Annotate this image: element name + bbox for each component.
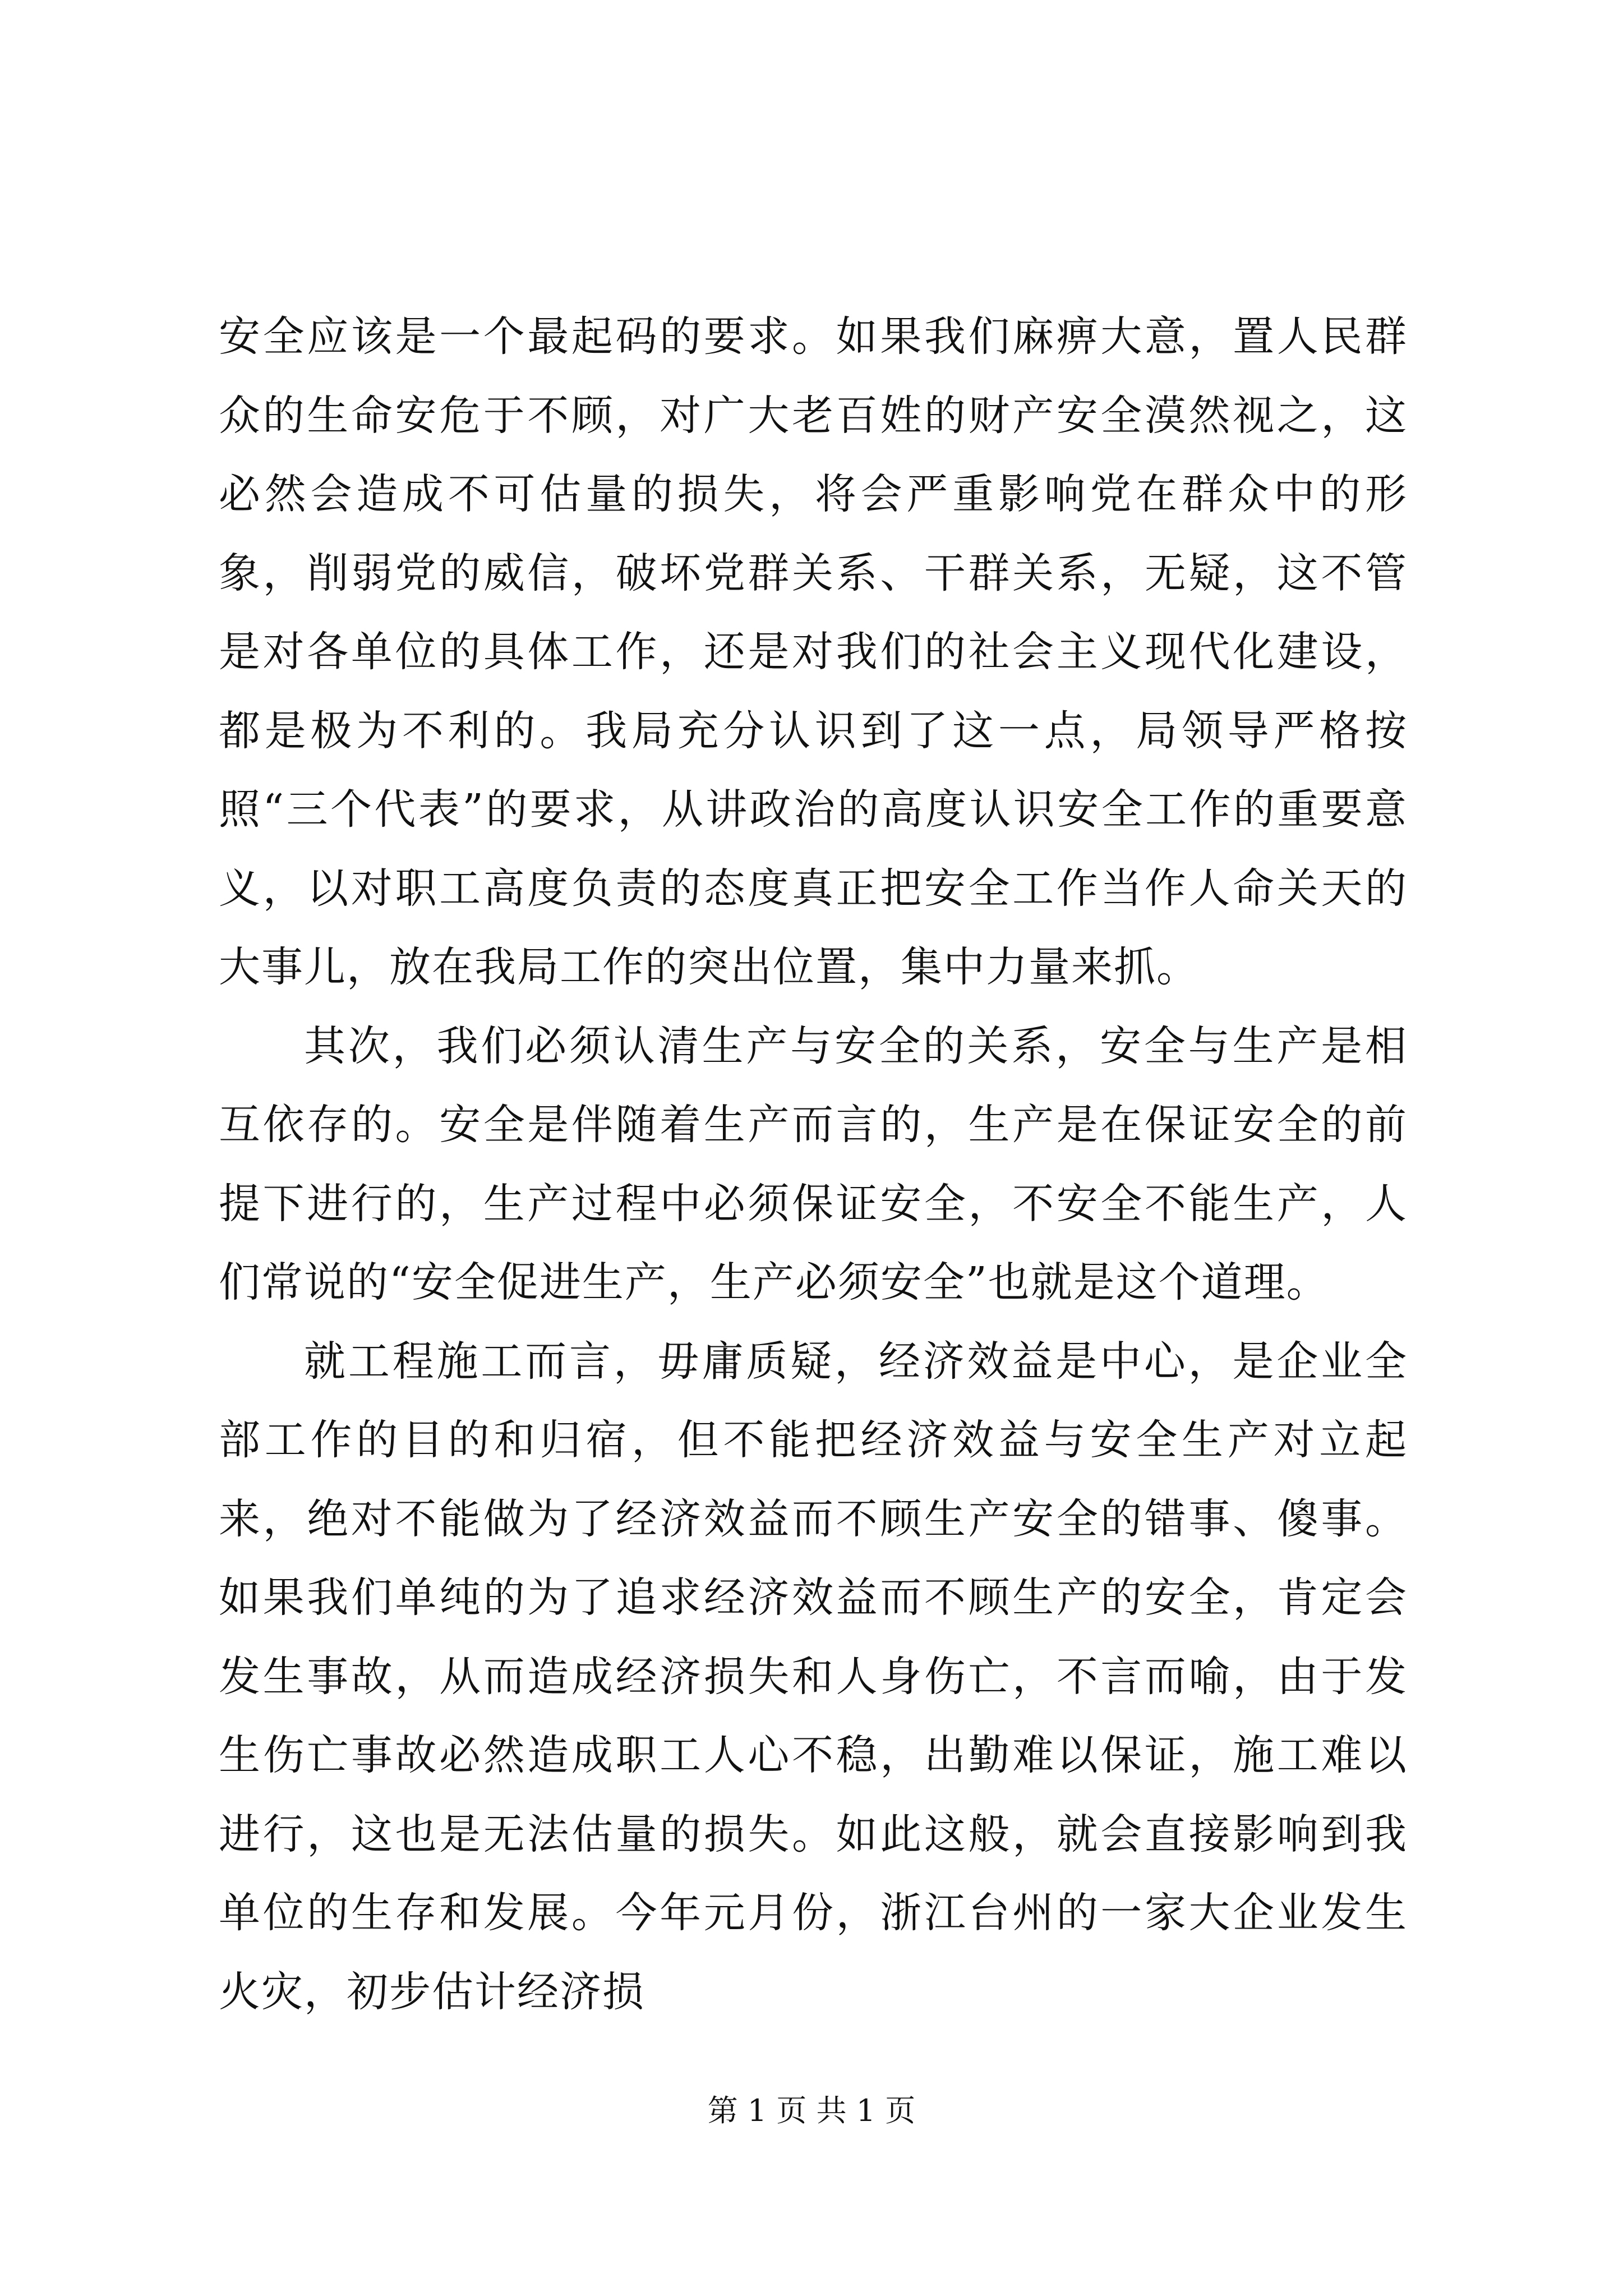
page-footer: 第 1 页 共 1 页 — [707, 2093, 916, 2128]
paragraph-3: 就工程施工而言，毋庸质疑，经济效益是中心，是企业全部工作的目的和归宿，但不能把经济效益与安全生产对立起来，绝对不能做为了经济效益而不顾生产安全的错事、傻事。如果我们单纯的为了追求经济效益而不顾生产的安全，肯定会发生事故，从而造成经济损失和人身伤亡，不言而喻，由于发生伤亡事故必然造成职工人心不稳，出勤难以保证，施工难以进行，这也是无法估量的损失。如此这般，就会直接影响到我单位的生存和发展。今年元月份，浙江台州的一家大企业发生火灾，初步估计经济损 — [219, 1337, 1408, 2016]
paragraph-2: 其次，我们必须认清生产与安全的关系，安全与生产是相互依存的。安全是伴随着生产而言的，生产是在保证安全的前提下进行的，生产过程中必须保证安全，不安全不能生产，人们常说的“安全促进生产，生产必须安全”也就是这个道理。 — [219, 1022, 1408, 1306]
paragraph-1: 安全应该是一个最起码的要求。如果我们麻痹大意，置人民群众的生命安危于不顾，对广大老百姓的财产安全漠然视之，这必然会造成不可估量的损失，将会严重影响党在群众中的形象，削弱党的威信，破坏党群关系、干群关系，无疑，这不管是对各单位的具体工作，还是对我们的社会主义现代化建设，都是极为不利的。我局充分认识到了这一点，局领导严格按照“三个代表”的要求，从讲政治的高度认识安全工作的重要意义，以对职工高度负责的态度真正把安全工作当作人命关天的大事儿，放在我局工作的突出位置，集中力量来抓。 — [219, 312, 1408, 991]
document-body — [219, 297, 1408, 2031]
